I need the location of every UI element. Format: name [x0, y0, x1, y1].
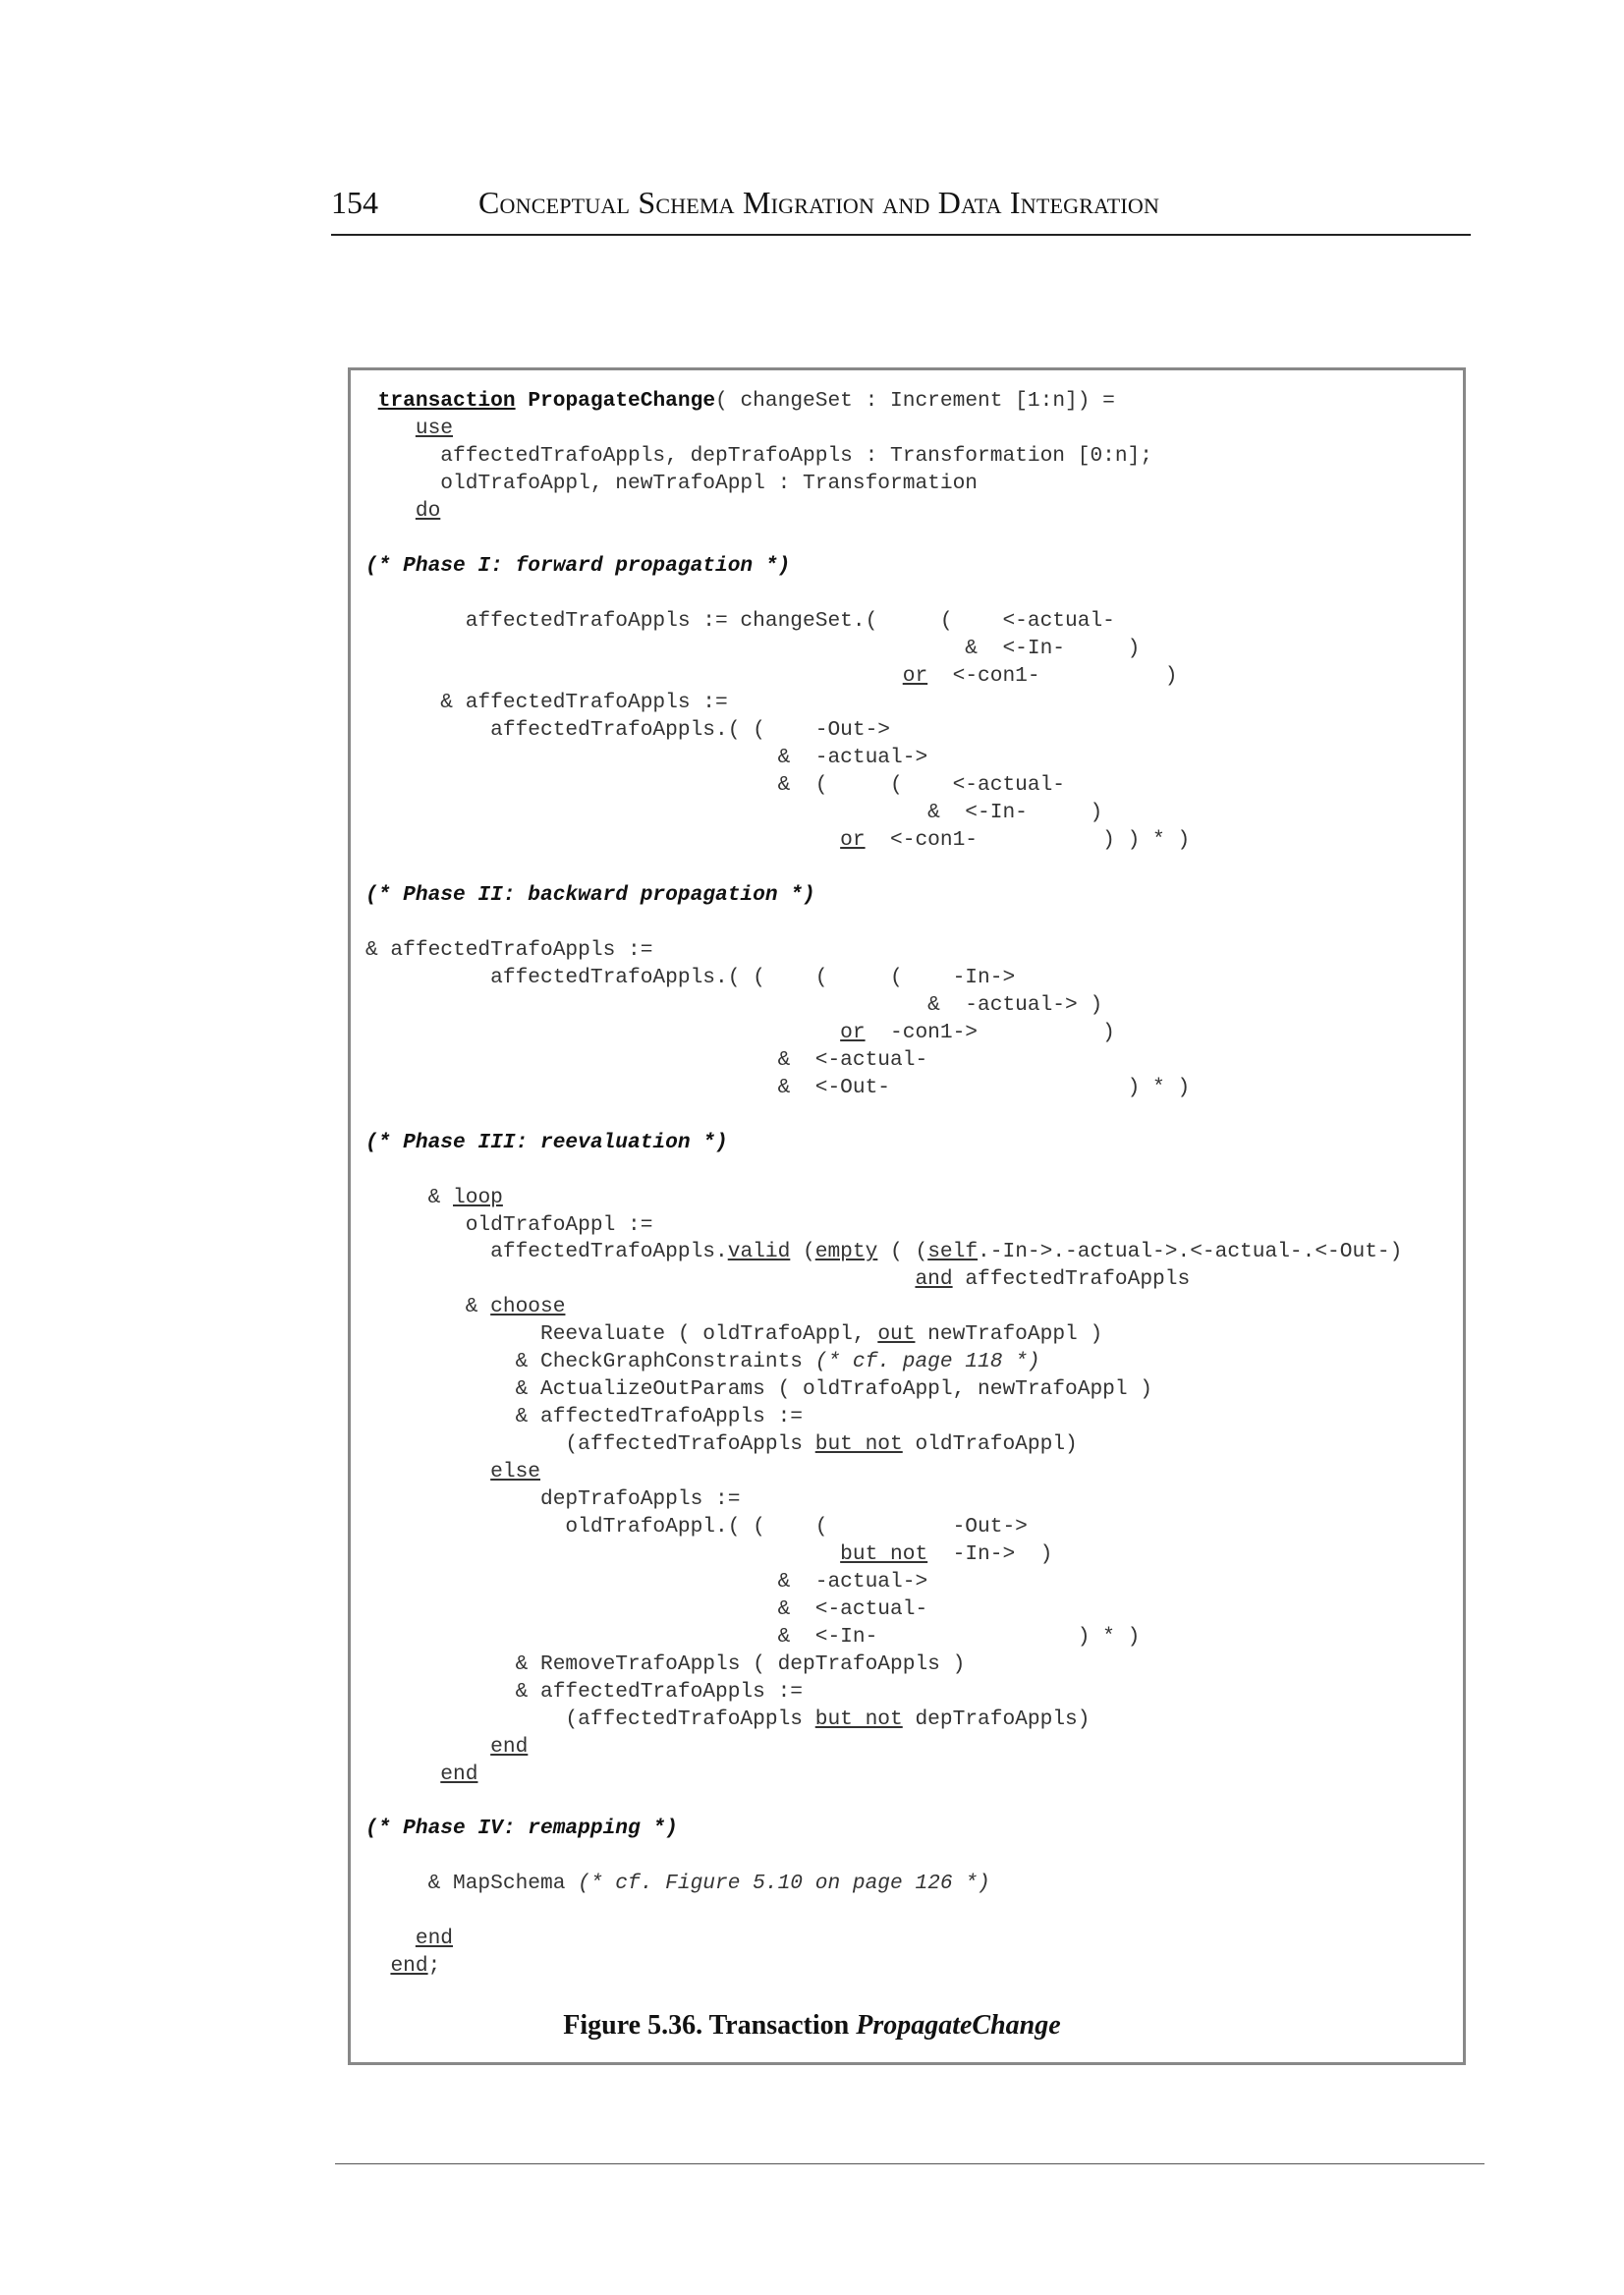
code-text: & RemoveTrafoAppls ( depTrafoAppls ) — [365, 1651, 966, 1676]
code-text: (affectedTrafoAppls — [365, 1432, 815, 1457]
header-rule — [331, 234, 1471, 236]
code-line — [365, 1129, 728, 1156]
code-line — [365, 1403, 803, 1430]
code-line — [365, 607, 1115, 635]
code-line — [365, 1678, 803, 1706]
code-text: <-con1- ) ) * ) — [865, 828, 1191, 853]
code-text: affectedTrafoAppls.( ( ( ( -In-> — [365, 965, 1016, 989]
code-line — [365, 1238, 1402, 1265]
figure-caption — [0, 2010, 1624, 2042]
code-line — [365, 771, 1065, 799]
code-line — [365, 1623, 1140, 1651]
code-text — [365, 1267, 915, 1291]
code-text — [516, 389, 529, 413]
code-keyword: loop — [453, 1185, 503, 1209]
code-keyword: else — [490, 1460, 541, 1484]
code-text: & — [365, 1295, 491, 1319]
code-keyword: end — [415, 1927, 454, 1951]
code-text: & <-actual- — [365, 1596, 928, 1621]
code-keyword: end — [490, 1734, 529, 1759]
code-text: & ( ( <-actual- — [365, 773, 1066, 798]
code-keyword: do — [415, 498, 441, 523]
code-text — [365, 1021, 840, 1044]
code-text: ( ( — [877, 1240, 928, 1264]
code-text: affectedTrafoAppls.( ( -Out-> — [365, 718, 891, 743]
code-line — [365, 1595, 927, 1623]
code-line — [365, 470, 978, 497]
caption-name: PropagateChange — [856, 2010, 1061, 2041]
code-text: & affectedTrafoAppls := — [365, 1679, 804, 1704]
code-text: & <-Out- ) * ) — [365, 1075, 1191, 1099]
code-text: -con1-> ) — [865, 1020, 1115, 1044]
code-text — [365, 499, 416, 523]
code-line — [365, 1925, 453, 1952]
code-text: & affectedTrafoAppls := — [365, 691, 728, 715]
code-comment: (* cf. Figure 5.10 on page 126 *) — [578, 1872, 990, 1896]
code-text: oldTrafoAppl.( ( ( -Out-> — [365, 1514, 1028, 1539]
code-text: & -actual-> — [365, 746, 928, 770]
code-line — [365, 716, 890, 744]
code-line — [365, 799, 1102, 826]
code-line — [365, 1952, 440, 1980]
caption-text: Transaction — [708, 2010, 850, 2041]
code-line — [365, 1513, 1028, 1540]
code-text: ( — [790, 1240, 815, 1264]
code-line — [365, 1265, 1190, 1293]
code-text: oldTrafoAppl, newTrafoAppl : Transformation — [365, 471, 979, 495]
code-line — [365, 991, 1102, 1019]
running-title: Conceptual Schema Migration and Data Integration — [478, 185, 1160, 220]
phase-comment: (* Phase IV: remapping *) — [365, 1817, 678, 1841]
code-text: & <-In- ) — [365, 636, 1141, 660]
code-text: .-In->.-actual->.<-actual-.<-Out-) — [978, 1240, 1403, 1264]
code-keyword: empty — [814, 1240, 878, 1264]
code-text: oldTrafoAppl := — [365, 1212, 653, 1237]
code-keyword: valid — [727, 1240, 791, 1264]
code-line — [365, 1211, 652, 1239]
code-line — [365, 689, 728, 716]
code-text: (affectedTrafoAppls — [365, 1707, 815, 1731]
code-line — [365, 1651, 965, 1678]
code-keyword: but not — [814, 1707, 903, 1731]
code-line — [365, 826, 1190, 854]
code-line — [365, 964, 1015, 991]
code-keyword: or — [840, 828, 866, 853]
code-line — [365, 1320, 1102, 1348]
code-line — [365, 744, 927, 771]
code-line — [365, 1815, 678, 1842]
code-text: depTrafoAppls := — [365, 1487, 741, 1511]
code-line — [365, 662, 1177, 690]
code-text: & affectedTrafoAppls := — [365, 938, 653, 962]
code-keyword: or — [902, 663, 928, 688]
code-text: affectedTrafoAppls, depTrafoAppls : Transformation [0:n]; — [365, 443, 1153, 468]
code-text — [365, 664, 903, 688]
code-text: & <-In- ) — [365, 801, 1103, 825]
code-keyword: out — [877, 1322, 916, 1347]
code-text: & affectedTrafoAppls := — [365, 1405, 804, 1429]
code-text — [365, 1460, 490, 1483]
code-keyword: and — [915, 1267, 953, 1292]
code-text — [365, 828, 840, 852]
code-line — [365, 497, 440, 525]
code-text: -In-> ) — [927, 1541, 1053, 1566]
code-line — [365, 1458, 540, 1485]
code-text: & — [365, 1185, 454, 1209]
code-line — [365, 1485, 740, 1513]
page-number: 154 — [331, 185, 378, 220]
code-keyword: self — [927, 1240, 979, 1264]
code-text — [365, 1763, 440, 1786]
code-text: newTrafoAppl ) — [915, 1322, 1103, 1347]
code-line — [365, 881, 815, 909]
code-text: <-con1- ) — [927, 663, 1178, 688]
code-line — [365, 1046, 927, 1074]
phase-comment: (* Phase II: backward propagation *) — [365, 883, 815, 908]
code-text — [365, 1954, 390, 1978]
code-line — [365, 1706, 1090, 1733]
code-line — [365, 1430, 1078, 1458]
code-text — [365, 1735, 490, 1759]
code-keyword: or — [840, 1020, 866, 1044]
code-text: & <-actual- — [365, 1047, 928, 1072]
code-text: oldTrafoAppl) — [902, 1432, 1078, 1457]
caption-label: Figure 5.36. — [563, 2010, 703, 2041]
code-text: & ActualizeOutParams ( oldTrafoAppl, newTrafoAppl ) — [365, 1377, 1153, 1402]
code-text: Reevaluate ( oldTrafoAppl, — [365, 1322, 878, 1347]
code-line — [365, 1348, 1040, 1375]
code-text: & <-In- ) * ) — [365, 1624, 1141, 1649]
code-text — [365, 1927, 416, 1950]
code-text: & -actual-> ) — [365, 992, 1103, 1017]
code-keyword: end — [440, 1762, 478, 1786]
code-line — [365, 1375, 1152, 1403]
code-line — [365, 442, 1152, 470]
code-text: affectedTrafoAppls := changeSet.( ( <-actual- — [365, 608, 1115, 633]
code-text: & -actual-> — [365, 1569, 928, 1594]
code-line — [365, 1540, 1052, 1568]
code-text — [365, 1542, 840, 1566]
code-line — [365, 1761, 477, 1788]
code-line — [365, 936, 652, 964]
code-line — [365, 1293, 565, 1320]
code-keyword: end — [390, 1954, 428, 1979]
footer-rule — [335, 2163, 1484, 2164]
code-line — [365, 415, 453, 442]
code-keyword: transaction — [377, 389, 516, 413]
phase-comment: (* Phase I: forward propagation *) — [365, 553, 791, 578]
code-text: & CheckGraphConstraints — [365, 1350, 815, 1374]
code-text: & MapSchema — [365, 1872, 579, 1896]
phase-comment: (* Phase III: reevaluation *) — [365, 1130, 728, 1154]
code-keyword: but not — [840, 1541, 928, 1566]
code-text — [365, 389, 378, 413]
code-line — [365, 552, 790, 580]
code-text: affectedTrafoAppls. — [365, 1240, 728, 1264]
code-keyword: use — [415, 416, 454, 440]
code-line — [365, 635, 1140, 662]
code-text: PropagateChange — [528, 389, 716, 413]
code-line — [365, 1733, 528, 1761]
code-line — [365, 1074, 1190, 1101]
code-line — [365, 1184, 503, 1211]
code-text: affectedTrafoAppls — [952, 1267, 1191, 1292]
code-keyword: but not — [814, 1432, 903, 1457]
code-line — [365, 1019, 1115, 1046]
code-keyword: choose — [490, 1295, 566, 1319]
code-comment: (* cf. page 118 *) — [814, 1350, 1040, 1374]
code-text: ; — [427, 1954, 441, 1979]
code-line — [365, 1568, 927, 1595]
code-text: ( changeSet : Increment [1:n]) = — [715, 389, 1115, 413]
code-text: depTrafoAppls) — [902, 1707, 1091, 1731]
code-line — [365, 387, 1115, 415]
code-text — [365, 417, 416, 440]
code-line — [365, 1870, 990, 1897]
